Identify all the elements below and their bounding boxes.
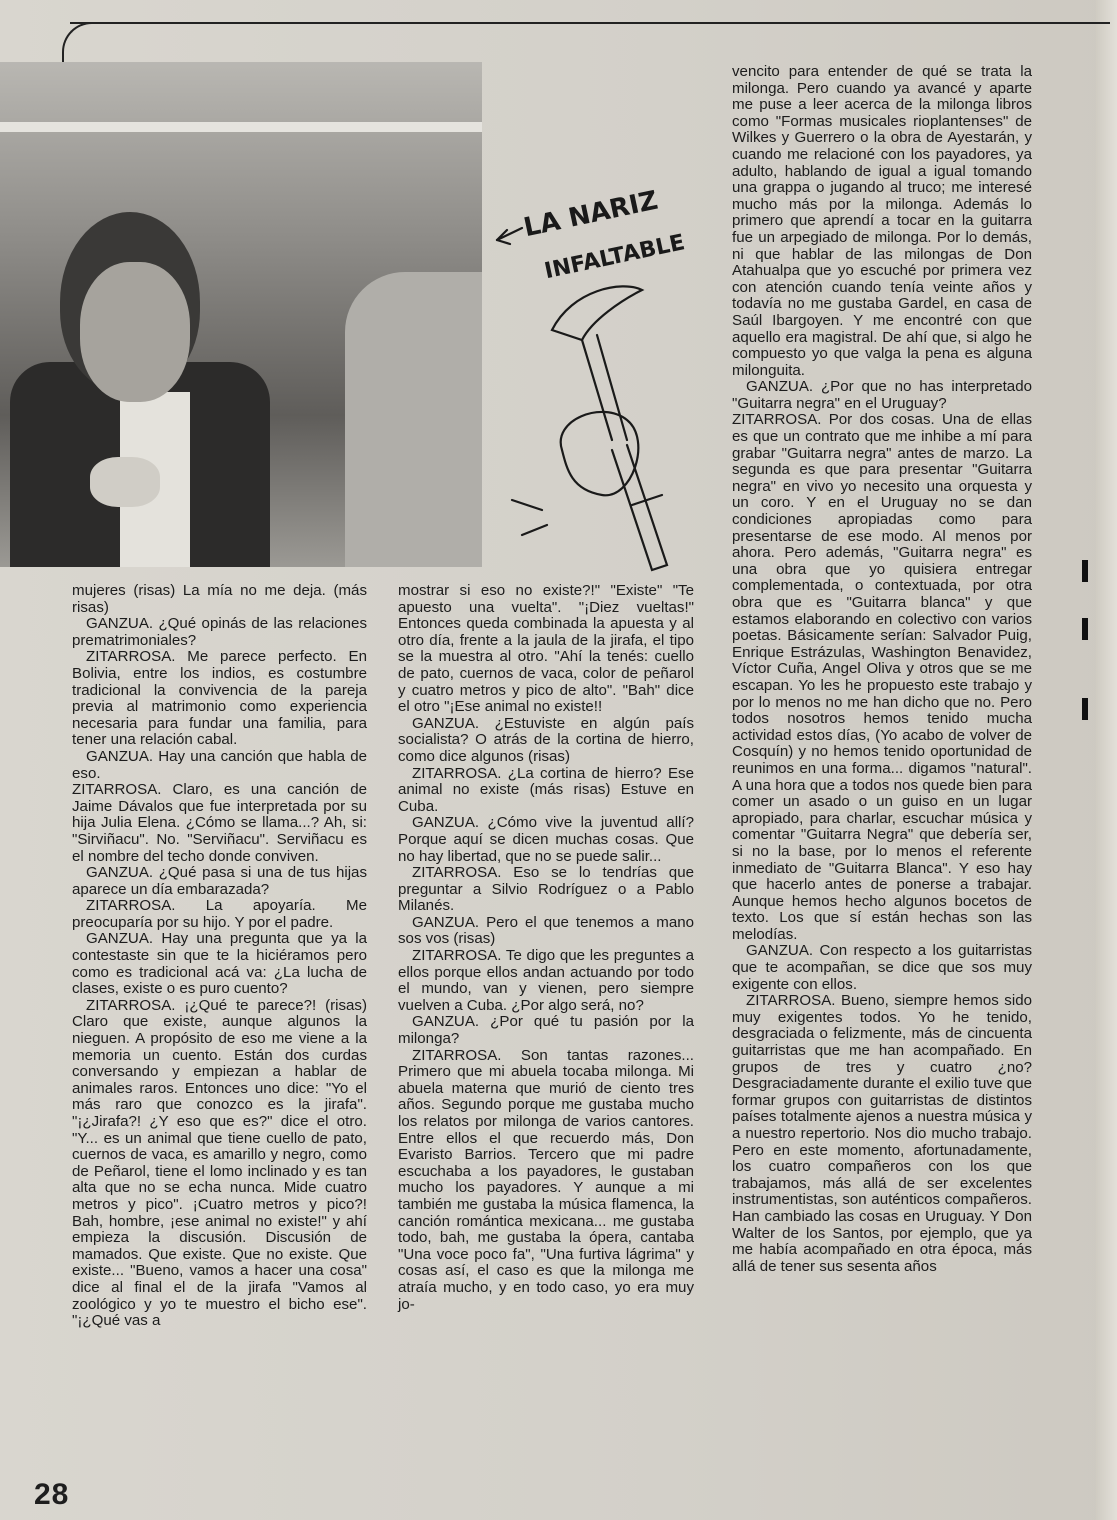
paragraph: ZITARROSA. ¡¿Qué te parece?! (risas) Claro que existe, aunque algunos la nieguen. A propósito de eso me viene a la memoria un cuento. Están dos curdas conversando y empiezan a hablar de animales raros. Entonces uno dice: "Yo el más raro que conozco es la jirafa". "¡¿Jirafa?! ¿Y eso que es?" dice el otro. "Y... es un animal que tiene cuello de pato, cuernos de vaca, es amarillo y negro, como de Peñarol, tiene el lomo inclinado y es tan alta que no se echa nunca. Mide cuatro metros y pico". ¡Cuatro metros y pico?! Bah, hombre, ¡ese animal no existe!" y ahí empieza la discusión. Discusión de mamados. Que existe. Que no existe. Que existe... "Bueno, vamos a hacer una cosa" dice al final el de la jirafa "Vamos al zoológico y yo te muestro el bicho ese". "¡¿Qué vas a bbox=[72, 996, 367, 1330]
paragraph: GANZUA. Con respecto a los guitarristas que te acompañan, se dice que sos muy exigente con ellos. bbox=[732, 942, 1032, 993]
page-number: 28 bbox=[34, 1478, 70, 1511]
paragraph: GANZUA. ¿Estuviste en algún país socialista? O atrás de la cortina de hierro, como dice algunos (risas) bbox=[398, 714, 694, 765]
photo-face bbox=[80, 262, 190, 402]
paragraph: GANZUA. ¿Qué pasa si una de tus hijas aparece un día embarazada? bbox=[72, 864, 367, 898]
paragraph: ZITARROSA. Son tantas razones... Primero que mi abuela tocaba milonga. Mi abuela materna que murió de ciento tres años. Segundo porque me gustaba mucho los relatos por milonga de varios cantores. Entre ellos el que recuerdo más, Don Evaristo Barrios. Tercero que mi padre escuchaba a los payadores, le gustaban mucho los payadores. Y aunque a mi también me gustaba la música flamenca, la canción romántica mexicana... me gustaba todo, bah, me gustaba la ópera, cantaba "Una voce poco fa", "Una furtiva lágrima" y cosas así, el caso es que la milonga me atraía mucho, y en todo caso, yo era muy jo- bbox=[398, 1046, 694, 1313]
paragraph: ZITARROSA. La apoyaría. Me preocuparía por su hijo. Y por el padre. bbox=[72, 897, 367, 931]
paragraph: mostrar si eso no existe?!" "Existe" "Te apuesto una vuelta". "¡Diez vueltas!" Entonces queda combinada la apuesta y al otro día, frente a la jaula de la jirafa, el tipo se la muestra al otro. "Ahí la tenés: cuello de pato, cuernos de vaca, color de peñarol y cuatro metros y pico de alto". "Bah" dice el otro "¡Ese animal no existe!! bbox=[398, 582, 694, 716]
cartoon-caption-line2: INFALTABLE bbox=[542, 230, 688, 285]
article-column-3 bbox=[732, 64, 1032, 1275]
paragraph: ZITARROSA. Eso se lo tendrías que preguntar a Silvio Rodríguez o a Pablo Milanés. bbox=[398, 864, 694, 915]
paragraph: GANZUA. Hay una canción que habla de eso. bbox=[72, 747, 367, 782]
nose-cartoon bbox=[482, 150, 732, 590]
interview-photo bbox=[0, 62, 482, 567]
paragraph: ZITARROSA. ¿La cortina de hierro? Ese animal no existe (más risas) Estuve en Cuba. bbox=[398, 764, 694, 815]
paragraph: ZITARROSA. Me parece perfecto. En Bolivia, entre los indios, es costumbre tradicional la convivencia de la pareja previa al matrimonio como experiencia necesaria para fundar una familia, para tener una relación cabal. bbox=[72, 648, 367, 749]
paragraph: GANZUA. Pero el que tenemos a mano sos vos (risas) bbox=[398, 913, 694, 948]
paragraph: GANZUA. ¿Cómo vive la juventud allí? Porque aquí se dicen muchas cosas. Que no hay libertad, que no se puede salir... bbox=[398, 814, 694, 865]
edge-mark bbox=[1082, 618, 1088, 640]
cartoon-caption-line1: LA NARIZ bbox=[521, 185, 661, 244]
article-column-1 bbox=[72, 583, 367, 1330]
paragraph: mujeres (risas) La mía no me deja. (más risas) bbox=[72, 582, 367, 616]
edge-mark bbox=[1082, 698, 1088, 720]
article-column-2 bbox=[398, 583, 694, 1313]
page-edge bbox=[1096, 0, 1117, 1520]
paragraph: ZITARROSA. Bueno, siempre hemos sido muy exigentes todos. Yo he tenido, desgraciada o felizmente, más de cincuenta guitarristas que me han acompañado. En grupos de tres y cuatro ¿no? Desgraciadamente durante el exilio tuve que formar grupos con guitarristas de distintos países totalmente ajenos a nuestra música y a nuestro repertorio. Nos dio mucho trabajo. Pero en este momento, afortunadamente, los cuatro compañeros con los que trabajamos, más allá de ser excelentes instrumentistas, son auténticos compañeros. Han cambiado las cosas en Uruguay. Y Don Walter de los Santos, por ejemplo, que ya me había acompañado en otra época, más allá de tener sus sesenta años bbox=[732, 992, 1032, 1275]
paragraph: ZITARROSA. Claro, es una canción de Jaime Dávalos que fue interpretada por su hija Julia Elena. ¿Cómo se llama...? Ah, si: "Sirviñacu". No. "Serviñacu". Serviñacu es el nombre del techo donde conviven. bbox=[72, 781, 367, 865]
paragraph: GANZUA. ¿Por que no has interpretado "Guitarra negra" en el Uruguay? bbox=[732, 378, 1032, 412]
paragraph: GANZUA. ¿Qué opinás de las relaciones prematrimoniales? bbox=[72, 615, 367, 649]
paragraph: GANZUA. Hay una pregunta que ya la contestaste sin que te la hiciéramos pero como es tradicional acá va: ¿La lucha de clases, existe o es puro cuento? bbox=[72, 930, 367, 998]
paragraph: vencito para entender de qué se trata la milonga. Pero cuando ya avancé y aparte me puse a leer acerca de la milonga libros como "Formas musicales rioplantenses" de Wilkes y Guerrero o la obra de Ayestarán, y cuando me relacioné con los payadores, ya adulto, hablando de igual a igual tomando una grappa o jugando al truco; me interesé mucho más por la milonga. Además lo primero que aprendí a tocar en la guitarra fue un arpegiado de milonga. Por lo demás, ni que hablar de las milongas de Don Atahualpa que yo escuché por primera vez con atención cuando tenía veinte años y todavía no me gustaba Gardel, en casa de Saúl Ibargoyen. Y me encontré con que aquello era magistral. De ahí que, si algo he compuesto yo que valga la pena es alguna milonguita. bbox=[732, 63, 1032, 379]
paragraph: GANZUA. ¿Por qué tu pasión por la milonga? bbox=[398, 1013, 694, 1048]
photo-hands bbox=[90, 457, 160, 507]
edge-mark bbox=[1082, 560, 1088, 582]
photo-shelf bbox=[0, 122, 482, 132]
paragraph: ZITARROSA. Por dos cosas. Una de ellas es que un contrato que me inhibe a mí para grabar "Guitarra negra" antes de marzo. La segunda es que para presentar "Guitarra negra" en vivo yo necesito una orquesta y un coro. Y en el Uruguay no se dan condiciones apropiadas como para presentarse de ese modo. Al menos por ahora. Pero además, "Guitarra negra" es una obra que yo quisiera entregar complementada, o contextuada, por otra obra que es "Guitarra blanca" y que estamos elaborando en colectivo con varios poetas. Básicamente serían: Salvador Puig, Enrique Estrázulas, Washington Benavidez, Víctor Cuña, Angel Oliva y otros que se me escapan. Yo les he propuesto este trabajo y por lo menos no me han dicho que no. Pero todos nosotros hemos tenido mucha actividad estos días, (Yo acabo de volver de Cosquín) y no hemos tenido oportunidad de reunimos en una forma... digamos "natural". A una hora que a todos nos quede bien para comer un asado o un guiso en un lugar apropiado, para charlar, escuchar música y comentar "Guitarra Negra" que debería ser, si no la base, por lo menos el referente inmediato de "Guitarra Blanca". Y eso hay que hacerlo antes de ponerse a trabajar. Aunque hemos hecho algunos bocetos de texto. Los que sí están hechas son las melodías. bbox=[732, 411, 1032, 943]
paragraph: ZITARROSA. Te digo que les preguntes a ellos porque ellos andan actuando por todo el mundo, van y vienen, pero siempre vuelven a Cuba. ¿Por algo será, no? bbox=[398, 947, 694, 1014]
frame-border-top bbox=[70, 22, 1110, 24]
photo-second-person bbox=[345, 272, 482, 567]
